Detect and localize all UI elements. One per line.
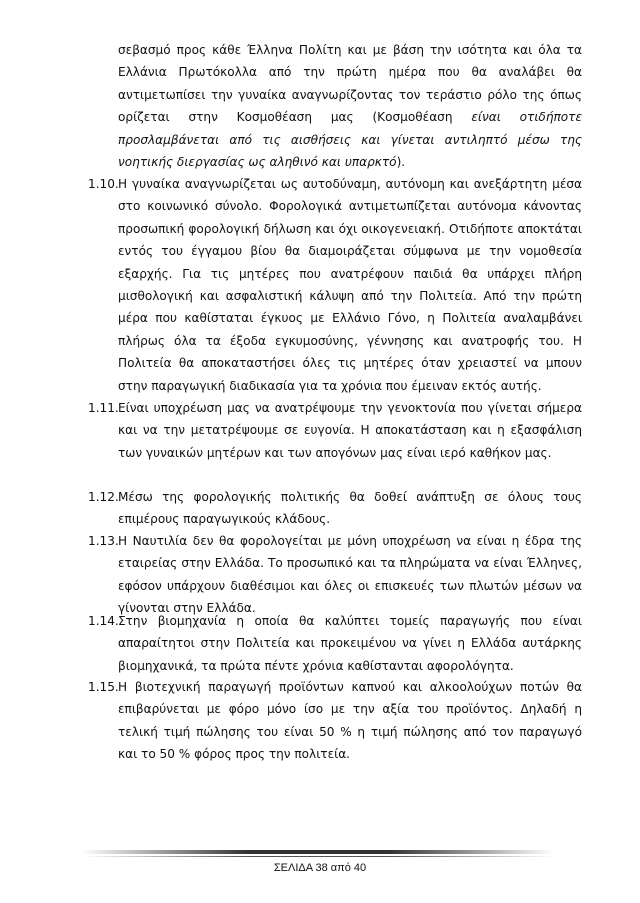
list-item bbox=[88, 676, 582, 766]
list-item bbox=[88, 486, 582, 531]
list-item-text: Η Ναυτιλία δεν θα φορολογείται με μόνη υποχρέωση να είναι η έδρα της εταιρείας στην Ελλάδα. Το προσωπικό και τα πληρώματα να είναι Έλληνες, εφόσον υπάρχουν διαθέσιμοι και όλες οι επισκευές των πλωτών μέσων να γίνονται στην Ελλάδα. bbox=[118, 534, 582, 616]
list-item-number: 1.14. bbox=[88, 614, 119, 628]
list-item-number: 1.15. bbox=[88, 680, 119, 694]
intro-text-start: σεβασμό προς κάθε Έλληνα Πολίτη και με βάση την ισότητα και όλα τα Ελλάνια Πρωτόκολλα από την πρώτη ημέρα που θα αναλάβει θα αντιμετωπίσει την γυναίκα αναγνωρίζοντας τον τεράστιο ρόλο της όπως ορίζεται στην Κοσμοθέαση μας (Κοσμοθέαση bbox=[118, 43, 582, 125]
list-item-text: Η γυναίκα αναγνωρίζεται ως αυτοδύναμη, αυτόνομη και ανεξάρτητη μέσα στο κοινωνικό σύνολο. Φορολογικά αντιμετωπίζεται αυτόνομα κάνοντας προσωπική φορολογική δήλωση και όχι οικογενειακή. Οτιδήποτε αποκτάται εντός του έγγαμου βίου θα διαμοιράζεται σύμφωνα με την νομοθεσία εξαρχής. Για τις μητέρες που ανατρέφουν παιδιά θα υπάρχει πλήρη μισθολογική και ασφαλιστική κάλυψη από την Πολιτεία. Από την πρώτη μέρα που καθίσταται έγκυος με Ελλάνιο Γόνο, η Πολιτεία αναλαμβάνει πλήρως όλα τα έξοδα εγκυμοσύνης, γέννησης και ανατροφής του. Η Πολιτεία θα αποκαταστήσει όλες τις μητέρες όταν χρειαστεί να μπουν στην παραγωγική διαδικασία για τα χρόνια που έμειναν εκτός αυτής. bbox=[118, 177, 582, 393]
intro-text-italic: είναι οτιδήποτε προσλαμβάνεται από τις αισθήσεις και γίνεται αντιληπτό μέσω της νοητικής διεργασίας ως αληθινό και υπαρκτό bbox=[118, 110, 582, 170]
list-item-text: Μέσω της φορολογικής πολιτικής θα δοθεί ανάπτυξη σε όλους τους επιμέρους παραγωγικούς κλάδους. bbox=[118, 490, 582, 527]
list-item-number: 1.12. bbox=[88, 490, 119, 504]
list-item-number: 1.10. bbox=[88, 177, 119, 191]
footer-divider bbox=[82, 850, 554, 854]
list-item bbox=[88, 397, 582, 464]
list-item-number: 1.11. bbox=[88, 401, 119, 415]
list-item-text: Η βιοτεχνική παραγωγή προϊόντων καπνού και αλκοολούχων ποτών θα επιβαρύνεται με φόρο μόνο ίσο με την αξία του προϊόντος. Δηλαδή η τελική τιμή πώλησης του είναι 50 % η τιμή πώλησης από τον παραγωγό και το 50 % φόρος προς την πολιτεία. bbox=[118, 680, 582, 762]
footer-divider-thin bbox=[82, 856, 554, 857]
intro-text-end: ). bbox=[396, 155, 406, 170]
list-item bbox=[88, 173, 582, 397]
page-number-footer: ΣΕΛΙΔΑ 38 από 40 bbox=[273, 862, 367, 874]
intro-paragraph bbox=[118, 39, 582, 173]
list-item bbox=[88, 530, 582, 620]
list-item bbox=[88, 610, 582, 677]
list-item-number: 1.13. bbox=[88, 534, 119, 548]
list-item-text: Είναι υποχρέωση μας να ανατρέψουμε την γενοκτονία που γίνεται σήμερα και να την μετατρέψουμε σε ευγονία. Η αποκατάσταση και η εξασφάλιση των γυναικών μητέρων και των απογόνων μας είναι ιερό καθήκον μας. bbox=[118, 401, 582, 460]
list-item-text: Στην βιομηχανία η οποία θα καλύπτει τομείς παραγωγής που είναι απαραίτητοι στην Πολιτεία και προκειμένου να γίνει η Ελλάδα αυτάρκης βιομηχανικά, τα πρώτα πέντε χρόνια καθίστανται αφορολόγητα. bbox=[118, 614, 582, 673]
